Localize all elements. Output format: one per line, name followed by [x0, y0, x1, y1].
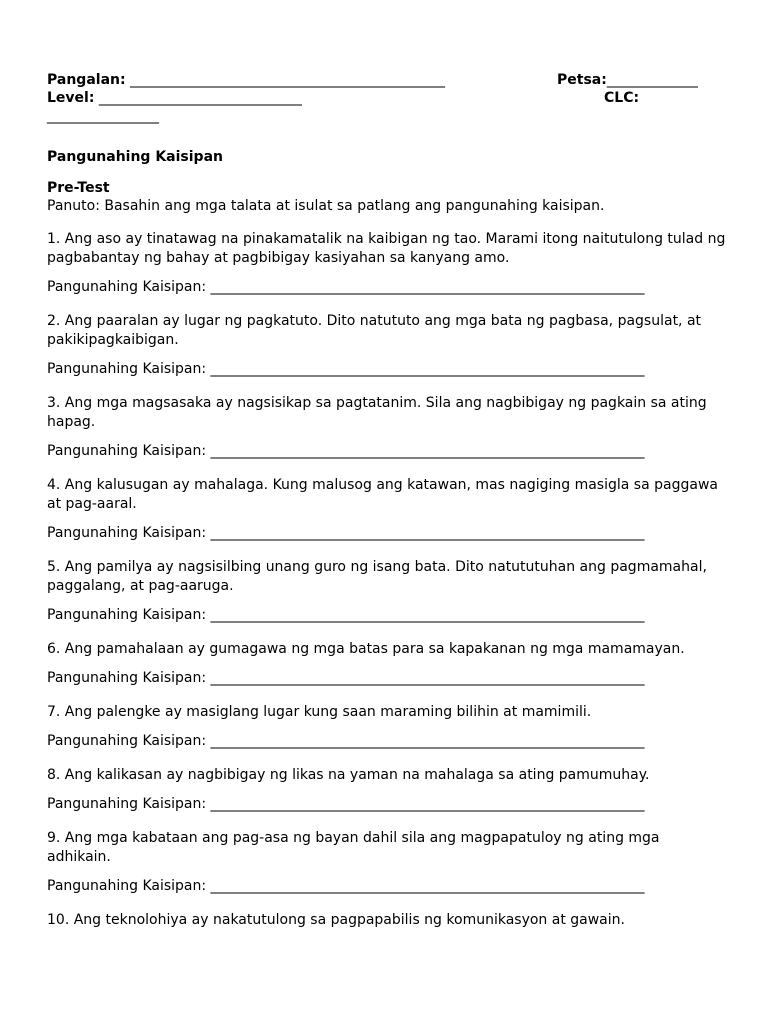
question-item: [47, 476, 727, 543]
question-text: 4. Ang kalusugan ay mahalaga. Kung malusog ang katawan, mas nagiging masigla sa paggawa at pag-aaral.: [47, 477, 718, 512]
level-blank: _____________________________: [98, 90, 302, 106]
question-text: 7. Ang palengke ay masiglang lugar kung saan maraming bilihin at mamimili.: [47, 704, 592, 720]
answer-line: [47, 877, 727, 896]
question-text: 5. Ang pamilya ay nagsisilbing unang guro ng isang bata. Dito natututuhan ang pagmamahal, paggalang, at pag-aaruga.: [47, 559, 707, 594]
level-label: Level:: [47, 90, 95, 106]
level-field: [47, 89, 302, 107]
header-row-2: [47, 89, 727, 107]
name-field: [47, 71, 445, 89]
answer-blank[interactable]: ______________________________________________________________: [210, 361, 645, 377]
question-item: [47, 766, 727, 814]
answer-line: [47, 442, 727, 461]
answer-blank[interactable]: ______________________________________________________________: [210, 670, 645, 686]
answer-blank[interactable]: ______________________________________________________________: [210, 443, 645, 459]
clc-blank: ________________: [47, 108, 159, 124]
name-blank: _____________________________________________: [130, 72, 446, 88]
question-text: 8. Ang kalikasan ay nagbibigay ng likas na yaman na mahalaga sa ating pamumuhay.: [47, 767, 650, 783]
answer-label: Pangunahing Kaisipan:: [47, 733, 207, 749]
question-text: 10. Ang teknolohiya ay nakatutulong sa pagpapabilis ng komunikasyon at gawain.: [47, 912, 625, 928]
answer-line: [47, 606, 727, 625]
question-text: 2. Ang paaralan ay lugar ng pagkatuto. Dito natututo ang mga bata ng pagbasa, pagsulat, at pakikipagkaibigan.: [47, 313, 702, 348]
answer-blank[interactable]: ______________________________________________________________: [210, 607, 645, 623]
question-text: 6. Ang pamahalaan ay gumagawa ng mga batas para sa kapakanan ng mga mamamayan.: [47, 641, 685, 657]
answer-blank[interactable]: ______________________________________________________________: [210, 796, 645, 812]
answer-label: Pangunahing Kaisipan:: [47, 443, 207, 459]
answer-line: [47, 669, 727, 688]
question-item: [47, 640, 727, 688]
clc-field: [604, 89, 639, 107]
answer-blank[interactable]: ______________________________________________________________: [210, 279, 645, 295]
answer-line: [47, 795, 727, 814]
worksheet: [47, 71, 727, 930]
answer-label: Pangunahing Kaisipan:: [47, 878, 207, 894]
question-item: [47, 558, 727, 625]
question-item: [47, 312, 727, 379]
date-blank: _____________: [606, 72, 698, 88]
answer-label: Pangunahing Kaisipan:: [47, 525, 207, 541]
question-text: 1. Ang aso ay tinatawag na pinakamatalik na kaibigan ng tao. Marami itong naitutulong tulad ng pagbabantay ng bahay at pagbibigay kasiyahan sa kanyang amo.: [47, 231, 726, 266]
instruction: Panuto: Basahin ang mga talata at isulat sa patlang ang pangunahing kaisipan.: [47, 198, 605, 214]
date-field: [557, 71, 698, 89]
question-item: [47, 829, 727, 896]
answer-label: Pangunahing Kaisipan:: [47, 607, 207, 623]
question-item: [47, 703, 727, 751]
question-list: [47, 230, 727, 930]
pre-test-title: Pre-Test: [47, 180, 110, 196]
answer-label: Pangunahing Kaisipan:: [47, 279, 207, 295]
name-label: Pangalan:: [47, 72, 126, 88]
question-item: [47, 230, 727, 297]
answer-blank[interactable]: ______________________________________________________________: [210, 525, 645, 541]
question-item: [47, 394, 727, 461]
clc-label: CLC:: [604, 90, 640, 106]
answer-line: [47, 278, 727, 297]
answer-line: [47, 360, 727, 379]
answer-line: [47, 732, 727, 751]
date-label: Petsa:: [557, 72, 607, 88]
answer-label: Pangunahing Kaisipan:: [47, 670, 207, 686]
answer-label: Pangunahing Kaisipan:: [47, 361, 207, 377]
section-title: Pangunahing Kaisipan: [47, 149, 223, 165]
question-item: [47, 911, 727, 930]
answer-blank[interactable]: ______________________________________________________________: [210, 878, 645, 894]
question-text: 9. Ang mga kabataan ang pag-asa ng bayan dahil sila ang magpapatuloy ng ating mga adhikain.: [47, 830, 660, 865]
question-text: 3. Ang mga magsasaka ay nagsisikap sa pagtatanim. Sila ang nagbibigay ng pagkain sa ating hapag.: [47, 395, 707, 430]
header-row-1: [47, 71, 727, 89]
answer-blank[interactable]: ______________________________________________________________: [210, 733, 645, 749]
answer-line: [47, 524, 727, 543]
answer-label: Pangunahing Kaisipan:: [47, 796, 207, 812]
